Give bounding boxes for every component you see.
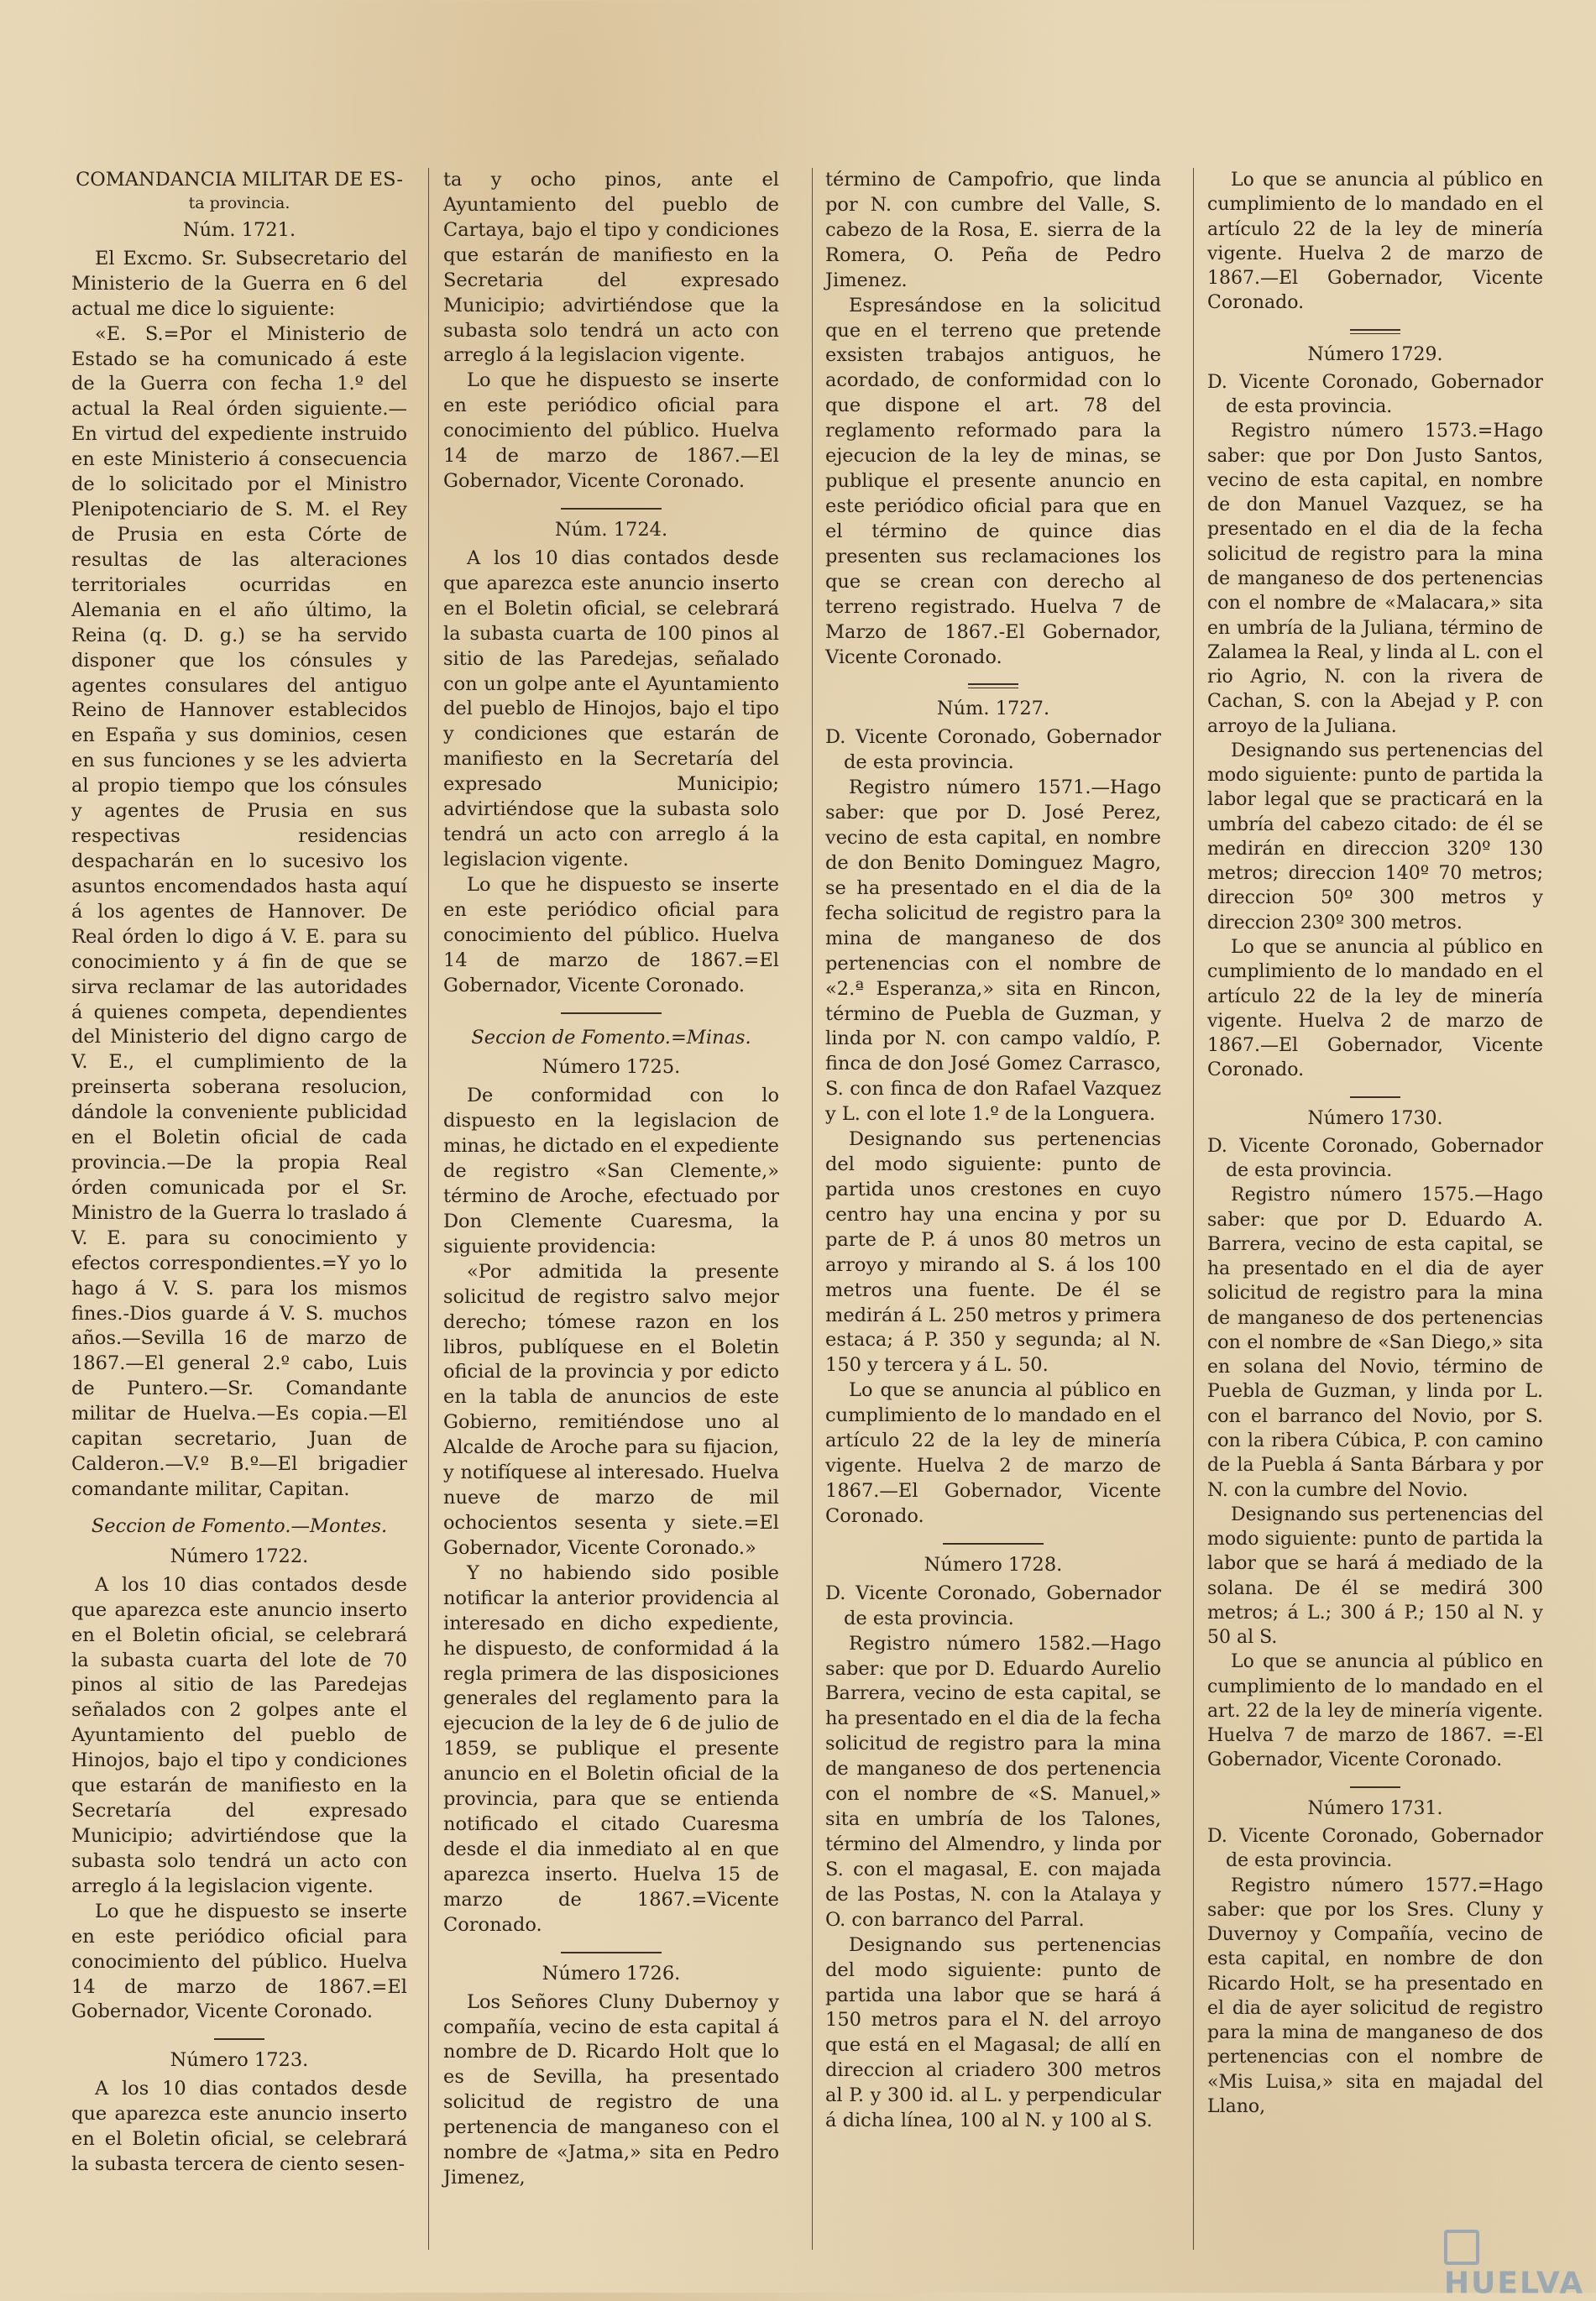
paragraph: Designando sus pertenencias del modo siguiente: punto de partida la labor legal que se practicará en la umbría del cabezo citado: de él se medirán en direccion 320º 130 metros; direccion 140º 70 metros; direccion 50º 300 metros y direccion 230º 300 metros. bbox=[1207, 740, 1543, 933]
governor-line: D. Vicente Coronado, Gobernador de esta provincia. bbox=[1207, 371, 1543, 418]
section-title: Seccion de Fomento.—Montes. bbox=[91, 1514, 388, 1537]
separator bbox=[943, 1543, 1044, 1545]
column-2 bbox=[443, 168, 779, 2191]
section-header-cont: ta provincia. bbox=[188, 193, 290, 212]
separator bbox=[561, 1012, 662, 1014]
notice-number: Número 1728. bbox=[924, 1553, 1063, 1576]
paragraph: Lo que he dispuesto se inserte en este periódico oficial para conocimiento del público. Huelva 14 de marzo de 1867.=El Gobernador, Vicente Coronado. bbox=[443, 873, 779, 996]
paragraph: Los Señores Cluny Dubernoy y compañía, vecino de esta capital á nombre de D. Ricardo Holt que lo es de Sevilla, ha presentado solicitud de registro de una pertenencia de manganeso con el nombre de «Jatma,» sita en Pedro Jimenez, bbox=[443, 1990, 779, 2189]
paragraph: Lo que se anuncia al público en cumplimiento de lo mandado en el artículo 22 de la ley de minería vigente. Huelva 2 de marzo de 1867.—El Gobernador, Vicente Coronado. bbox=[1207, 936, 1543, 1081]
column-4 bbox=[1207, 168, 1543, 2119]
paragraph: término de Campofrio, que linda por N. con cumbre del Valle, S. cabezo de la Rosa, E. sierra de la Romera, O. Peña de Pedro Jimenez. bbox=[825, 169, 1161, 291]
column-3 bbox=[825, 168, 1161, 2134]
paragraph: Lo que he dispuesto se inserte en este periódico oficial para conocimiento del público. Huelva 14 de marzo de 1867.—El Gobernador, Vicente Coronado. bbox=[443, 369, 779, 493]
paragraph: Registro número 1582.—Hago saber: que por D. Eduardo Aurelio Barrera, vecino de esta capital, se ha presentado en el dia de la fecha solicitud de registro para la mina de manganeso de dos pertenencia con el nombre de «S. Manuel,» sita en umbría de los Talones, término del Almendro, y linda por S. con el magasal, E. con majada de las Postas, N. con la Atalaya y O. con barranco del Parral. bbox=[825, 1632, 1162, 1931]
paragraph: Designando sus pertenencias del modo siguiente: punto de partida unos crestones en cuyo centro hay una encina y por su parte de P. á unos 80 metros un arroyo y mirando al S. á los 100 metros una fuente. De él se medirán á L. 250 metros y primera estaca; á P. 350 y segunda; al N. 150 y tercera y á L. 50. bbox=[825, 1128, 1161, 1377]
column-rule bbox=[428, 168, 429, 2250]
paragraph: Registro número 1573.=Hago saber: que por Don Justo Santos, vecino de esta capital, en nombre de don Manuel Vazquez, se ha presentado en el dia de la fecha solicitud de registro para la mina de manganeso de dos pertenencias con el nombre de «Malacara,» sita en umbría de la Juliana, término de Zalamea la Real, y linda al L. con el rio Agrio, N. con la rivera de Cachan, S. con la Abejad y P. con arroyo de la Juliana. bbox=[1207, 421, 1543, 737]
archive-logo-icon bbox=[1444, 2230, 1479, 2265]
paragraph: «E. S.=Por el Ministerio de Estado se ha comunicado á este de la Guerra con fecha 1.º del actual la Real órden siguiente.—En virtud del expediente instruido en este Ministerio á consecuencia de lo solicitado por el Ministro Plenipotenciario de S. M. el Rey de Prusia en esta Córte de resultas de las alteraciones territoriales ocurridas en Alemania en el año último, la Reina (q. D. g.) se ha servido disponer que los cónsules y agentes consulares del antiguo Reino de Hannover establecidos en España y sus dominios, cesen en sus funciones y se les advierta al propio tiempo que los cónsules y agentes de Prusia en sus respectivas residencias despacharán en lo sucesivo los asuntos encomendados hasta aquí á los agentes de Hannover. De Real órden lo digo á V. E. para su conocimiento y á fin de que se sirva reclamar de las autoridades á quienes competa, dependientes del Ministerio del digno cargo de V. E., el cumplimiento de la preinserta soberana resolucion, dándole la conveniente publicidad en el Boletin oficial de cada provincia.—De la propia Real órden comunicada por el Sr. Ministro de la Guerra lo traslado á V. E. para su conocimiento y efectos correspondientes.=Y yo lo hago á V. S. para los mismos fines.-Dios guarde á V. S. muchos años.—Sevilla 16 de marzo de 1867.—El general 2.º cabo, Luis de Puntero.—Sr. Comandante militar de Huelva.—Es copia.—El capitan secretario, Juan de Calderon.—V.º B.º—El brigadier comandante militar, Capitan. bbox=[71, 322, 407, 1501]
section-title: Seccion de Fomento.=Minas. bbox=[471, 1026, 751, 1049]
notice-number: Número 1723. bbox=[170, 2049, 309, 2072]
notice-number: Número 1726. bbox=[542, 1962, 681, 1985]
notice-number: Número 1725. bbox=[542, 1056, 681, 1079]
column-rule bbox=[812, 168, 813, 2250]
paragraph: De conformidad con lo dispuesto en la legislacion de minas, he dictado en el expediente de registro «San Clemente,» término de Aroche, efectuado por Don Clemente Cuaresma, la siguiente providencia: bbox=[443, 1085, 779, 1258]
paragraph: Registro número 1575.—Hago saber: que por D. Eduardo A. Barrera, vecino de esta capital, se ha presentado en el dia de ayer solicitud de registro para la mina de manganeso de dos pertenencias con el nombre de «San Diego,» sita en solana del Novio, término de Puebla de Guzman, y linda por L. con el barranco del Novio, por S. con la ribera Cúbica, P. con camino de la Puebla á Santa Bárbara y por N. con la cumbre del Novio. bbox=[1207, 1184, 1543, 1501]
separator bbox=[561, 1952, 662, 1953]
notice-number: Número 1722. bbox=[170, 1545, 309, 1567]
paragraph: Lo que se anuncia al público en cumplimiento de lo mandado en el art. 22 de la ley de minería vigente. Huelva 7 de marzo de 1867. =-El Gobernador, Vicente Coronado. bbox=[1207, 1651, 1543, 1771]
separator bbox=[968, 683, 1018, 688]
separator bbox=[1350, 1786, 1400, 1788]
paragraph: Designando sus pertenencias del modo siguiente: punto de partida la labor que se hará á mediado de la solana. De él se medirá 300 metros; á L.; 300 á P.; 150 al N. y 50 al S. bbox=[1207, 1503, 1543, 1649]
governor-line: D. Vicente Coronado, Gobernador de esta provincia. bbox=[825, 1582, 1161, 1629]
governor-line: D. Vicente Coronado, Gobernador de esta provincia. bbox=[825, 726, 1161, 774]
separator bbox=[1350, 329, 1400, 334]
governor-line: D. Vicente Coronado, Gobernador de esta provincia. bbox=[1207, 1826, 1543, 1872]
notice-number: Núm. 1727. bbox=[936, 698, 1050, 720]
paragraph: A los 10 dias contados desde que aparezca este anuncio inserto en el Boletin oficial, se celebrará la subasta cuarta de 100 pinos al sitio de las Paredejas, señalado con un golpe ante el Ayuntamiento del pueblo de Hinojos, bajo el tipo y condiciones que estarán de manifiesto en la Secretaría del expresado Municipio; advirtiéndose que la subasta solo tendrá un acto con arreglo á la legislacion vigente. bbox=[443, 546, 779, 871]
paragraph: Registro número 1571.—Hago saber: que por D. José Perez, vecino de esta capital, en nombre de don Benito Dominguez Magro, se ha presentado en el dia de la fecha solicitud de registro para la mina de manganeso de dos pertenencias con el nombre de «2.ª Esperanza,» sita en Rincon, término de Puebla de Guzman, y linda por N. con campo valdío, P. finca de don José Gomez Carrasco, S. con finca de don Rafael Vazquez y L. con el lote 1.º de la Longuera. bbox=[825, 777, 1161, 1126]
separator bbox=[1350, 1096, 1400, 1098]
archive-watermark-logo bbox=[1444, 2229, 1587, 2301]
paragraph: Lo que se anuncia al público en cumplimiento de lo mandado en el artículo 22 de la ley de minería vigente. Huelva 2 de marzo de 1867.—El Gobernador, Vicente Coronado. bbox=[1207, 170, 1543, 314]
governor-line: D. Vicente Coronado, Gobernador de esta provincia. bbox=[1207, 1135, 1543, 1182]
paragraph: A los 10 dias contados desde que aparezca este anuncio inserto en el Boletin oficial, se celebrará la subasta cuarta del lote de 70 pinos al sitio de las Paredejas señalados con 2 golpes ante el Ayuntamiento del pueblo de Hinojos, bajo el tipo y condiciones que estarán de manifiesto en la Secretaría del expresado Municipio; advirtiéndose que la subasta solo tendrá un acto con arreglo á la legislacion vigente. bbox=[71, 1573, 407, 1897]
paragraph: Lo que se anuncia al público en cumplimiento de lo mandado en el artículo 22 de la ley de minería vigente. Huelva 2 de marzo de 1867.—El Gobernador, Vicente Coronado. bbox=[825, 1379, 1161, 1527]
paragraph: El Excmo. Sr. Subsecretario del Ministerio de la Guerra en 6 del actual me dice lo siguiente: bbox=[71, 247, 407, 320]
notice-number: Núm. 1724. bbox=[554, 518, 668, 541]
paragraph: Lo que he dispuesto se inserte en este periódico oficial para conocimiento del público. Huelva 14 de marzo de 1867.=El Gobernador, Vicente Coronado. bbox=[71, 1900, 407, 2023]
paragraph: «Por admitida la presente solicitud de registro salvo mejor derecho; tómese razon en los libros, publíquese en el Boletin oficial de la provincia y por edicto en la tabla de anuncios de este Gobierno, remitiéndose uno al Alcalde de Aroche para su fijacion, y notifíquese al interesado. Huelva nueve de marzo de mil ochocientos sesenta y siete.=El Gobernador, Vicente Coronado.» bbox=[443, 1260, 779, 1559]
notice-number: Núm. 1721. bbox=[182, 218, 296, 241]
notice-number: Número 1730. bbox=[1307, 1107, 1443, 1129]
separator bbox=[214, 2038, 264, 2040]
paragraph: ta y ocho pinos, ante el Ayuntamiento del pueblo de Cartaya, bajo el tipo y condiciones que estarán de manifiesto en la Secretaria del expresado Municipio; advirtiéndose que la subasta solo tendrá un acto con arreglo á la legislacion vigente. bbox=[443, 169, 779, 367]
separator bbox=[561, 508, 662, 510]
notice-number: Número 1731. bbox=[1307, 1797, 1443, 1819]
watermark-text: HUELVA bbox=[1444, 2266, 1585, 2301]
paragraph: Registro número 1577.=Hago saber: que por los Sres. Cluny y Duvernoy y Compañía, vecino de esta capital, en nombre de don Ricardo Holt, se ha presentado en el dia de ayer solicitud de registro para la mina de manganeso de dos pertenencias con el nombre de «Mis Luisa,» sita en majadal del Llano, bbox=[1207, 1875, 1543, 2117]
paragraph: Espresándose en la solicitud que en el terreno que pretende exsisten trabajos antiguos, he acordado, de conformidad con lo que dispone el art. 78 del reglamento reformado para la ejecucion de la ley de minas, se publique el presente anuncio en este periódico oficial para que en el término de quince dias presenten sus reclamaciones los que se crean con derecho al terreno registrado. Huelva 7 de Marzo de 1867.-El Gobernador, Vicente Coronado. bbox=[825, 294, 1161, 668]
paragraph: Designando sus pertenencias del modo siguiente: punto de partida una labor que se hará á 150 metros para el N. del arroyo que está en el Magasal; de allí en direccion al criadero 300 metros al P. y 300 id. al L. y perpendicular á dicha línea, 100 al N. y 100 al S. bbox=[825, 1933, 1161, 2132]
notice-number: Número 1729. bbox=[1307, 343, 1443, 365]
column-rule bbox=[1193, 168, 1194, 2250]
section-header: COMANDANCIA MILITAR DE ES- bbox=[76, 169, 403, 191]
column-1 bbox=[71, 168, 407, 2178]
paragraph: A los 10 dias contados desde que aparezca este anuncio inserto en el Boletin oficial, se celebrará la subasta tercera de ciento sesen- bbox=[71, 2078, 407, 2176]
paragraph: Y no habiendo sido posible notificar la anterior providencia al interesado en dicho expediente, he dispuesto, de conformidad á la regla primera de las disposiciones generales del reglamento para la ejecucion de la ley de 6 de julio de 1859, se publique el presente anuncio en el Boletin oficial de la provincia, para que se entienda notificado el citado Cuaresma desde el dia inmediato al en que aparezca inserto. Huelva 15 de marzo de 1867.=Vicente Coronado. bbox=[443, 1561, 779, 1936]
